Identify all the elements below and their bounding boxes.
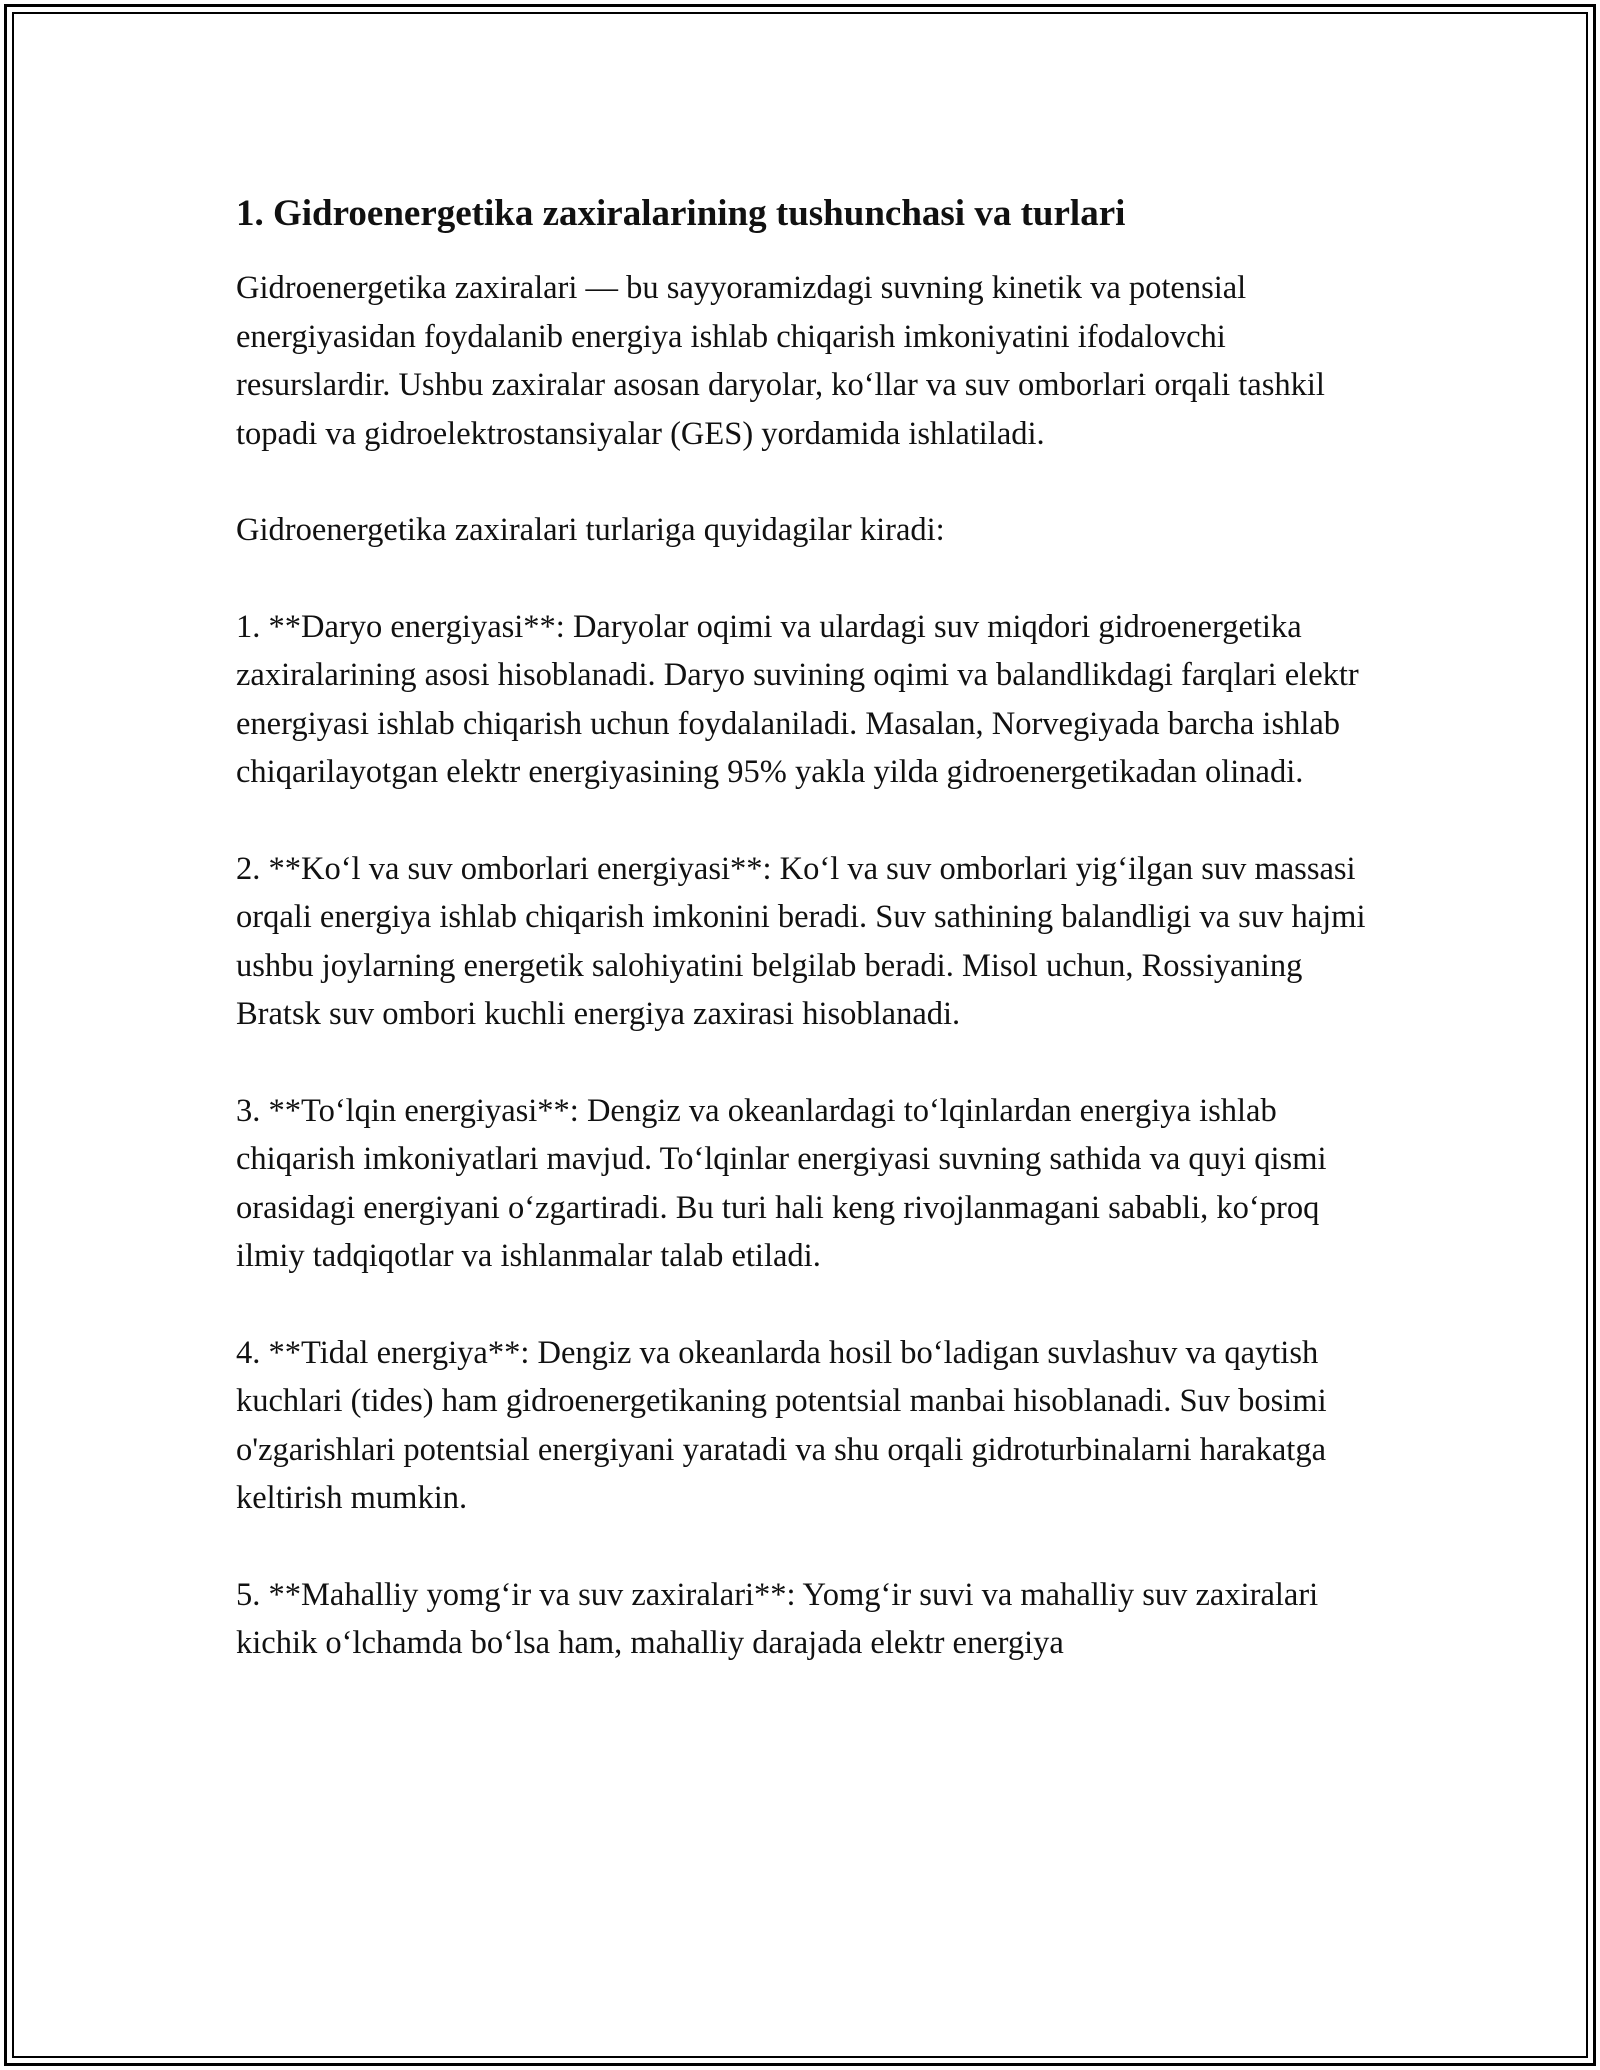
list-item-tidal-energy: 4. **Tidal energiya**: Dengiz va okeanlarda hosil boʻladigan suvlashuv va qaytish kuchlari (tides) ham gidroenergetikaning potentsial manbai hisoblanadi. Suv bosimi o'zgarishlari potentsial energiyani yaratadi va shu orqali gidroturbinalarni harakatga keltirish mumkin. [236,1334,1327,1516]
list-item-local-rain-energy: 5. **Mahalliy yomgʻir va suv zaxiralari**: Yomgʻir suvi va mahalliy suv zaxiralari kichik oʻlchamda boʻlsa ham, mahalliy darajada elektr energiya [236,1576,1319,1661]
types-intro-paragraph: Gidroenergetika zaxiralari turlariga quyidagilar kiradi: [236,512,945,548]
list-item-river-energy: 1. **Daryo energiyasi**: Daryolar oqimi va ulardagi suv miqdori gidroenergetika zaxiralarining asosi hisoblanadi. Daryo suvining oqimi va balandlikdagi farqlari elektr energiyasi ishlab chiqarish uchun foydalaniladi. Masalan, Norvegiyada barcha ishlab chiqarilayotgan elektr energiyasining 95% yakla yilda gidroenergetikadan olinadi. [236,608,1359,790]
document-body [236,188,1376,1716]
list-item-wave-energy: 3. **Toʻlqin energiyasi**: Dengiz va okeanlardagi toʻlqinlardan energiya ishlab chiqarish imkoniyatlari mavjud. Toʻlqinlar energiyasi suvning sathida va quyi qismi orasidagi energiyani oʻzgartiradi. Bu turi hali keng rivojlanmagani sababli, koʻproq ilmiy tadqiqotlar va ishlanmalar talab etiladi. [236,1092,1327,1274]
section-heading: 1. Gidroenergetika zaxiralarining tushunchasi va turlari [236,193,1126,234]
intro-paragraph: Gidroenergetika zaxiralari — bu sayyoramizdagi suvning kinetik va potensial energiyasidan foydalanib energiya ishlab chiqarish imkoniyatini ifodalovchi resurslardir. Ushbu zaxiralar asosan daryolar, koʻllar va suv omborlari orqali tashkil topadi va gidroelektrostansiyalar (GES) yordamida ishlatiladi. [236,270,1325,452]
list-item-lake-reservoir-energy: 2. **Koʻl va suv omborlari energiyasi**: Koʻl va suv omborlari yigʻilgan suv massasi orqali energiya ishlab chiqarish imkonini beradi. Suv sathining balandligi va suv hajmi ushbu joylarning energetik salohiyatini belgilab beradi. Misol uchun, Rossiyaning Bratsk suv ombori kuchli energiya zaxirasi hisoblanadi. [236,850,1366,1032]
